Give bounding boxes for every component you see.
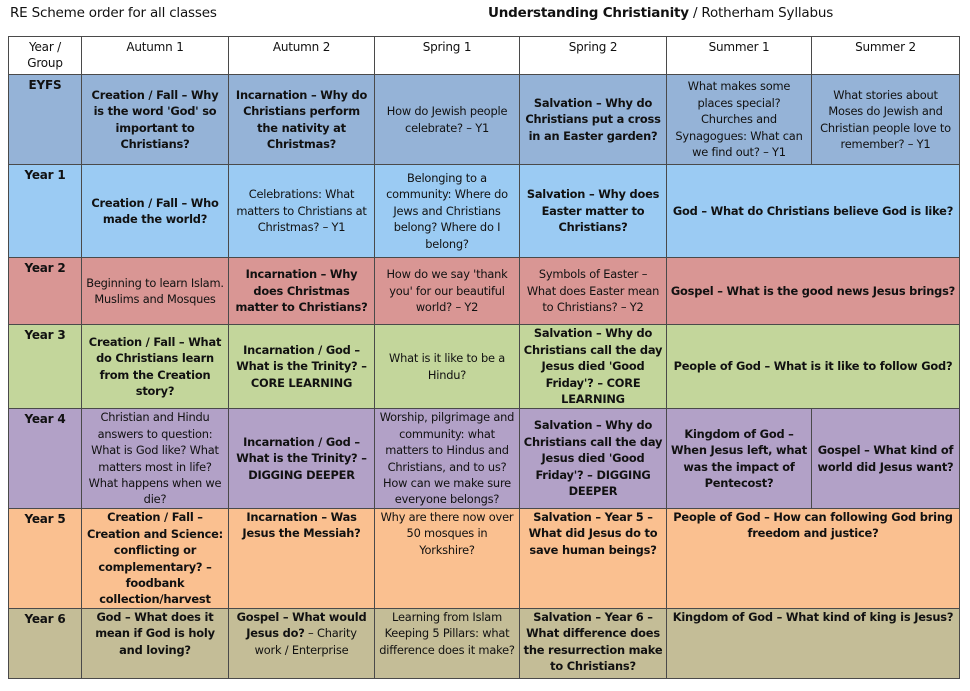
topic-cell: Creation / Fall – Creation and Science: conflicting or complementary? – foodbank collection/harvest (82, 509, 229, 609)
topic-cell: God – What does it mean if God is holy and loving? (82, 609, 229, 679)
table-row-year-4 (9, 409, 960, 509)
topic-cell-summer: Gospel – What is the good news Jesus brings? (667, 258, 960, 325)
topic-cell: What is it like to be a Hindu? (375, 325, 520, 409)
header-spring-2: Spring 2 (520, 37, 667, 75)
topic-cell: What stories about Moses do Jewish and Christian people love to remember? – Y1 (812, 75, 960, 165)
topic-cell: Beginning to learn Islam. Muslims and Mosques (82, 258, 229, 325)
topic-cell: Worship, pilgrimage and community: what matters to Hindus and Christians, and to us? How can we make sure everyone belongs? (375, 409, 520, 509)
header-autumn-1: Autumn 1 (82, 37, 229, 75)
topic-cell: Creation / Fall – Why is the word 'God' so important to Christians? (82, 75, 229, 165)
table-row-year-3 (9, 325, 960, 409)
header-autumn-2: Autumn 2 (229, 37, 375, 75)
topic-cell: Incarnation – Why does Christmas matter to Christians? (229, 258, 375, 325)
table-row-year-5 (9, 509, 960, 609)
topic-cell: Salvation – Year 5 – What did Jesus do to save human beings? (520, 509, 667, 609)
topic-cell: Incarnation – Why do Christians perform the nativity at Christmas? (229, 75, 375, 165)
topic-cell-summer: People of God – What is it like to follow God? (667, 325, 960, 409)
topic-cell: Salvation – Year 6 – What difference does the resurrection make to Christians? (520, 609, 667, 679)
topic-cell: Belonging to a community: Where do Jews and Christians belong? Where do I belong? (375, 165, 520, 258)
topic-cell: Salvation – Why do Christians call the day Jesus died 'Good Friday'? – DIGGING DEEPER (520, 409, 667, 509)
header-year-group: Year / Group (9, 37, 82, 75)
topic-cell (229, 609, 375, 679)
header-spring-1: Spring 1 (375, 37, 520, 75)
topic-cell: How do Jewish people celebrate? – Y1 (375, 75, 520, 165)
topic-cell: Incarnation / God – What is the Trinity? – CORE LEARNING (229, 325, 375, 409)
topic-cell: Gospel – What kind of world did Jesus want? (812, 409, 960, 509)
syllabus-title (488, 5, 833, 21)
topic-cell: Salvation – Why do Christians put a cross in an Easter garden? (520, 75, 667, 165)
table-header-row (9, 37, 960, 75)
group-label: EYFS (9, 75, 82, 165)
table-row-eyfs (9, 75, 960, 165)
topic-cell: Kingdom of God – When Jesus left, what was the impact of Pentecost? (667, 409, 812, 509)
topic-cell: Why are there now over 50 mosques in Yorkshire? (375, 509, 520, 609)
header-summer-2: Summer 2 (812, 37, 960, 75)
topic-cell: Learning from Islam Keeping 5 Pillars: what difference does it make? (375, 609, 520, 679)
topic-cell-summer: People of God – How can following God bring freedom and justice? (667, 509, 960, 609)
scheme-table (8, 36, 960, 679)
header-summer-1: Summer 1 (667, 37, 812, 75)
table-row-year-2 (9, 258, 960, 325)
topic-cell: Christian and Hindu answers to question: What is God like? What matters most in life? What happens when we die? (82, 409, 229, 509)
topic-cell: How do we say 'thank you' for our beautiful world? – Y2 (375, 258, 520, 325)
table-row-year-1 (9, 165, 960, 258)
group-label: Year 3 (9, 325, 82, 409)
group-label: Year 1 (9, 165, 82, 258)
topic-cell: Creation / Fall – Who made the world? (82, 165, 229, 258)
group-label: Year 4 (9, 409, 82, 509)
topic-cell: Salvation – Why does Easter matter to Christians? (520, 165, 667, 258)
syllabus-title-bold: Understanding Christianity (488, 5, 689, 21)
topic-cell-rest: – Charity work / Enterprise (254, 626, 357, 657)
topic-cell: Creation / Fall – What do Christians learn from the Creation story? (82, 325, 229, 409)
topic-cell-bold: Gospel – What would Jesus do? (236, 610, 367, 641)
topic-cell: Salvation – Why do Christians call the day Jesus died 'Good Friday'? – CORE LEARNING (520, 325, 667, 409)
topic-cell-summer: Kingdom of God – What kind of king is Jesus? (667, 609, 960, 679)
group-label: Year 5 (9, 509, 82, 609)
topic-cell: Incarnation / God – What is the Trinity? – DIGGING DEEPER (229, 409, 375, 509)
topic-cell: Incarnation – Was Jesus the Messiah? (229, 509, 375, 609)
topic-cell-summer: God – What do Christians believe God is like? (667, 165, 960, 258)
table-row-year-6 (9, 609, 960, 679)
topic-cell: Symbols of Easter – What does Easter mean to Christians? – Y2 (520, 258, 667, 325)
topic-cell: Celebrations: What matters to Christians at Christmas? – Y1 (229, 165, 375, 258)
group-label: Year 2 (9, 258, 82, 325)
topic-cell: What makes some places special? Churches and Synagogues: What can we find out? – Y1 (667, 75, 812, 165)
group-label: Year 6 (9, 609, 82, 679)
syllabus-title-rest: / Rotherham Syllabus (688, 5, 834, 21)
page-title: RE Scheme order for all classes (10, 5, 217, 21)
